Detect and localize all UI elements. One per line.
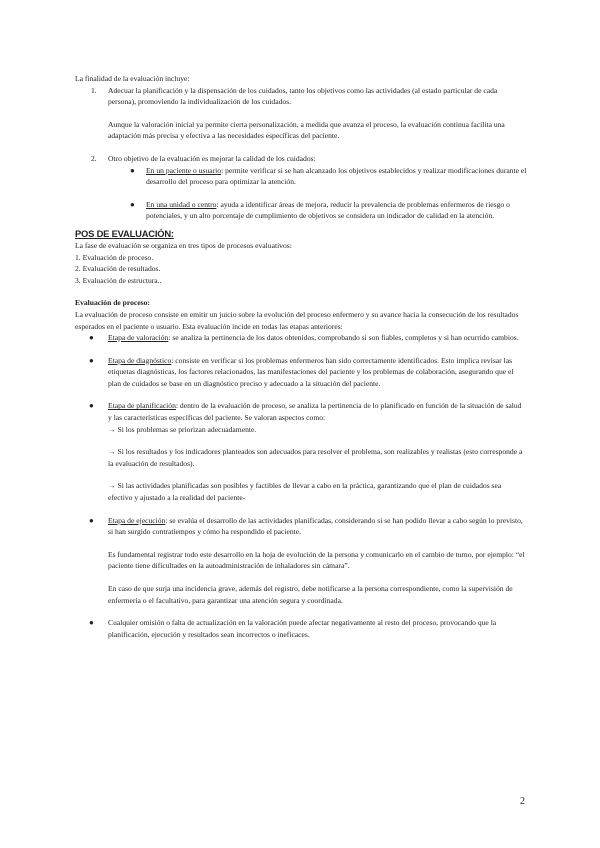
bullet-icon: ● — [89, 618, 94, 628]
stage-term: Etapa de diagnóstico — [108, 355, 172, 365]
list-item — [75, 153, 527, 165]
bullet-icon: ● — [130, 165, 135, 175]
list-item — [75, 332, 527, 344]
bullet-text: : permite verificar si se han alcanzado los objetivos establecidos y realizar modificaciones durante el desarrollo del proceso para optimizar la atención. — [146, 165, 527, 187]
list-item — [75, 165, 527, 188]
stage-text: : consiste en verificar si los problemas enfermeros han sido correctamente identificados. Esto implica revisar las etiquetas diagnósticas, los factores relacionados, las manifestaciones del paciente y los problemas de colaboración, asegurando que el plan de cuidados se base en un diagnóstico preciso y adecuado a la situación del paciente. — [108, 355, 514, 388]
page-number: 2 — [520, 796, 525, 807]
type-item: 3. Evaluación de estructura.. — [75, 275, 162, 285]
stage-paragraph: Es fundamental registrar todo este desarrollo en la hoja de evolución de la persona y comunicarlo en el cambio de turno, por ejemplo: “el paciente tiene dificultades en la autoadministración de inhaladores sin cámara”. — [108, 549, 525, 571]
list-item — [75, 400, 527, 503]
stage-term: Etapa de planificación — [108, 401, 176, 411]
stage-text: : se analiza la pertinencia de los datos obtenidos, comprobando si son fiables, completos y si han ocurrido cambios. — [168, 333, 519, 343]
bullet-icon: ● — [89, 355, 94, 365]
type-item: 2. Evaluación de resultados. — [75, 264, 161, 274]
list-item — [75, 515, 527, 607]
bullet-text: : ayuda a identificar áreas de mejora, reducir la prevalencia de problemas enfermeros de riesgo o potenciales, y un alto porcentaje de cumplimiento de objetivos se considera un indicador de calidad en la atención. — [146, 199, 510, 221]
bullet-icon: ● — [89, 515, 94, 525]
stage-text: Cualquier omisión o falta de actualización en la valoración puede afectar negativamente al resto del proceso, provocando que la planificación, ejecución y resultados sean incorrectos o ineficaces. — [108, 618, 497, 639]
item-number: 2. — [91, 153, 97, 163]
list-item — [75, 617, 527, 640]
bullet-icon: ● — [89, 333, 94, 343]
list-item — [75, 355, 527, 390]
stage-aspect: → Si los problemas se priorizan adecuadamente. — [108, 424, 257, 434]
stage-aspect: → Si los resultados y los indicadores planteados son adecuados para resolver el problema, son realizables y realistas (esto corresponde a la evaluación de resultados). — [108, 447, 523, 468]
item-number: 1. — [91, 85, 97, 95]
numbered-list — [75, 85, 527, 165]
stages-list — [75, 332, 527, 640]
subsection-intro: La evaluación de proceso consiste en emitir un juicio sobre la evolución del proceso enfermero y su avance hacia la consecución de los resultados esperados en el paciente o usuario. Esta evaluación incide en todas las etapas anteriores: — [75, 309, 519, 331]
list-item — [75, 85, 527, 142]
page-content — [75, 73, 527, 640]
intro-text: La finalidad de la evaluación incluye: — [75, 74, 190, 83]
sub-bullet-list — [75, 165, 527, 222]
stage-term: Etapa de ejecución — [108, 515, 166, 525]
stage-text: : dentro de la evaluación de proceso, se analiza la pertinencia de lo planificado en función de la situación de salud y las características específicas del paciente. Se valoran aspectos como: — [108, 401, 522, 423]
stage-aspect: → Si las actividades planificadas son posibles y factibles de llevar a cabo en la práctica, garantizando que el plan de cuidados sea efectivo y ajustado a la realidad del paciente- — [108, 481, 502, 503]
stage-term: Etapa de valoración — [108, 333, 169, 343]
item-paragraph: Aunque la valoración inicial ya permite cierta personalización, a medida que avanza el proceso, la evaluación continua facilita una adaptación más precisa y efectiva a las necesidades específicas del paciente. — [108, 119, 505, 141]
stage-text: : se evalúa el desarrollo de las actividades planificadas, considerando si se han podido llevar a cabo según lo previsto, si han surgido contratiempos y cómo ha respondido el paciente. — [108, 515, 523, 537]
bullet-term: En una unidad o centro — [146, 199, 217, 209]
bullet-icon: ● — [89, 401, 94, 411]
bullet-term: En un paciente o usuario — [146, 165, 222, 175]
type-item: 1. Evaluación de proceso. — [75, 252, 154, 262]
item-paragraph: Adecuar la planificación y la dispensación de los cuidados, tanto los objetivos como las actividades (al estado particular de cada persona), promoviendo la individualización de los cuidados. — [108, 85, 498, 107]
subsection-heading: Evaluación de proceso: — [75, 298, 150, 308]
list-item — [75, 199, 527, 222]
stage-paragraph: En caso de que surja una incidencia grave, además del registro, debe notificarse a la persona correspondiente, como la supervisión de enfermería o el facultativo, para garantizar una atención segura y coordinada. — [108, 584, 513, 605]
section-intro: La fase de evaluación se organiza en tres tipos de procesos evaluativos: — [75, 240, 292, 250]
section-heading: POS DE EVALUACIÓN: — [75, 227, 174, 239]
bullet-icon: ● — [130, 199, 135, 209]
item-paragraph: Otro objetivo de la evaluación es mejorar la calidad de los cuidados: — [108, 153, 316, 163]
